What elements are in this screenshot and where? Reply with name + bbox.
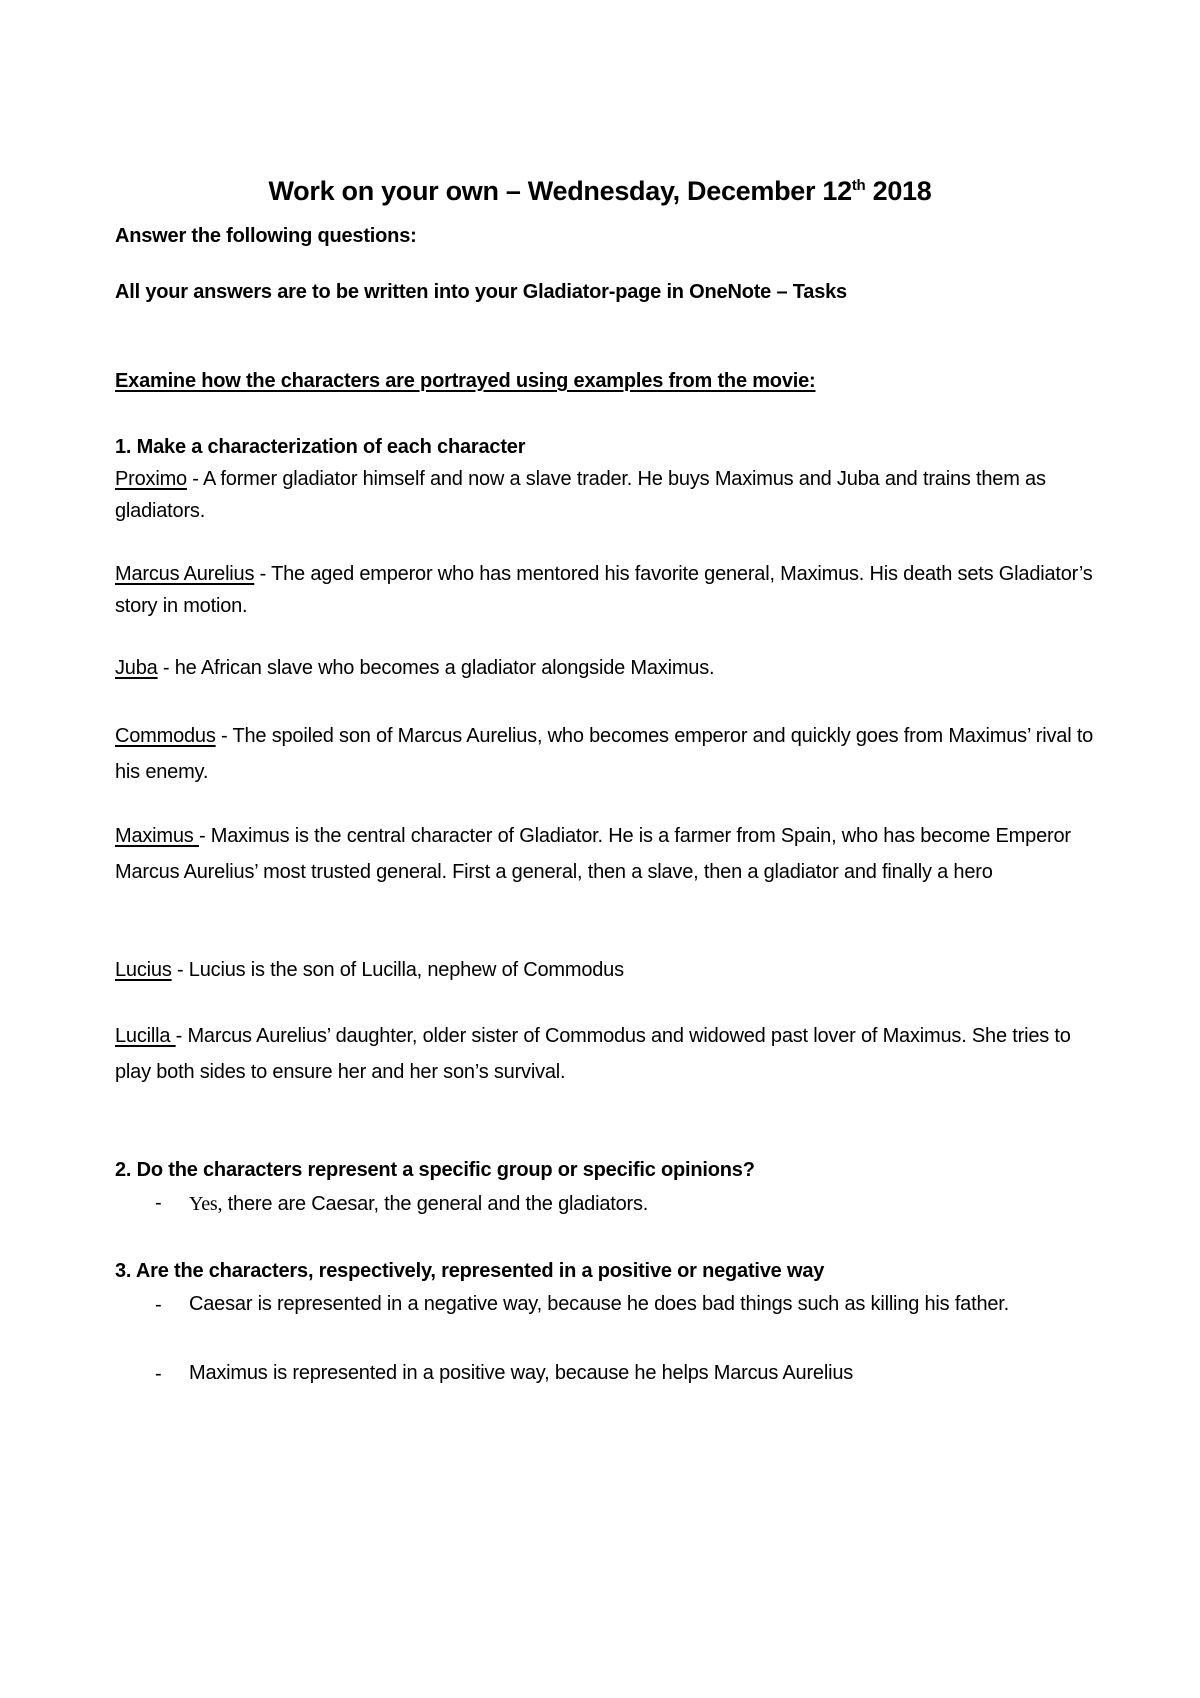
question-1: 1. Make a characterization of each character [115, 436, 526, 458]
character-lucilla [115, 1018, 1105, 1090]
character-juba [115, 650, 1105, 686]
character-description: - Lucius is the son of Lucilla, nephew of Commodus [171, 959, 624, 981]
character-description: - The aged emperor who has mentored his favorite general, Maximus. His death sets Gladiator’s story in motion. [115, 563, 1093, 617]
character-lucius [115, 952, 1105, 988]
title-main: Work on your own – Wednesday, December 12 [268, 176, 852, 206]
character-name: Proximo [115, 468, 187, 490]
character-marcus-aurelius [115, 558, 1105, 622]
character-commodus [115, 718, 1105, 790]
character-name: Marcus Aurelius [115, 563, 255, 585]
character-description: - A former gladiator himself and now a slave trader. He buys Maximus and Juba and trains them as gladiators. [115, 468, 1046, 522]
character-name: Lucilla [115, 1025, 176, 1047]
page-title [0, 176, 1200, 207]
character-name: Juba [115, 657, 158, 679]
character-name: Maximus [115, 825, 199, 847]
note-text: All your answers are to be written into your Gladiator-page in OneNote – Tasks [115, 281, 847, 303]
question-3: 3. Are the characters, respectively, represented in a positive or negative way [115, 1260, 825, 1282]
character-name: Lucius [115, 959, 172, 981]
bullet-marker: - [155, 1192, 162, 1214]
bullet-marker: - [155, 1363, 162, 1385]
question-3-answer-1: Caesar is represented in a negative way, because he does bad things such as killing his father. [189, 1293, 1010, 1315]
character-name: Commodus [115, 725, 216, 747]
title-superscript: th [851, 177, 866, 194]
question-3-answer-2: Maximus is represented in a positive way, because he helps Marcus Aurelius [189, 1362, 854, 1384]
question-2-answer [189, 1186, 1089, 1222]
instruction-text: Answer the following questions: [115, 225, 417, 247]
question-2: 2. Do the characters represent a specific group or specific opinions? [115, 1159, 755, 1181]
character-description: - Maximus is the central character of Gladiator. He is a farmer from Spain, who has become Emperor Marcus Aurelius’ most trusted general. First a general, then a slave, then a gladiator and finally a hero [115, 825, 1071, 883]
character-description: - Marcus Aurelius’ daughter, older sister of Commodus and widowed past lover of Maximus. She tries to play both sides to ensure her and her son’s survival. [115, 1025, 1071, 1083]
answer-first-word: Yes, [189, 1193, 223, 1215]
character-maximus [115, 818, 1105, 890]
section-heading: Examine how the characters are portrayed using examples from the movie: [115, 370, 816, 392]
character-description: - he African slave who becomes a gladiator alongside Maximus. [157, 657, 715, 679]
title-year: 2018 [865, 176, 932, 206]
bullet-marker: - [155, 1294, 162, 1316]
character-proximo [115, 463, 1105, 527]
character-description: - The spoiled son of Marcus Aurelius, who becomes emperor and quickly goes from Maximus’ rival to his enemy. [115, 725, 1094, 783]
answer-rest: there are Caesar, the general and the gladiators. [222, 1193, 649, 1215]
